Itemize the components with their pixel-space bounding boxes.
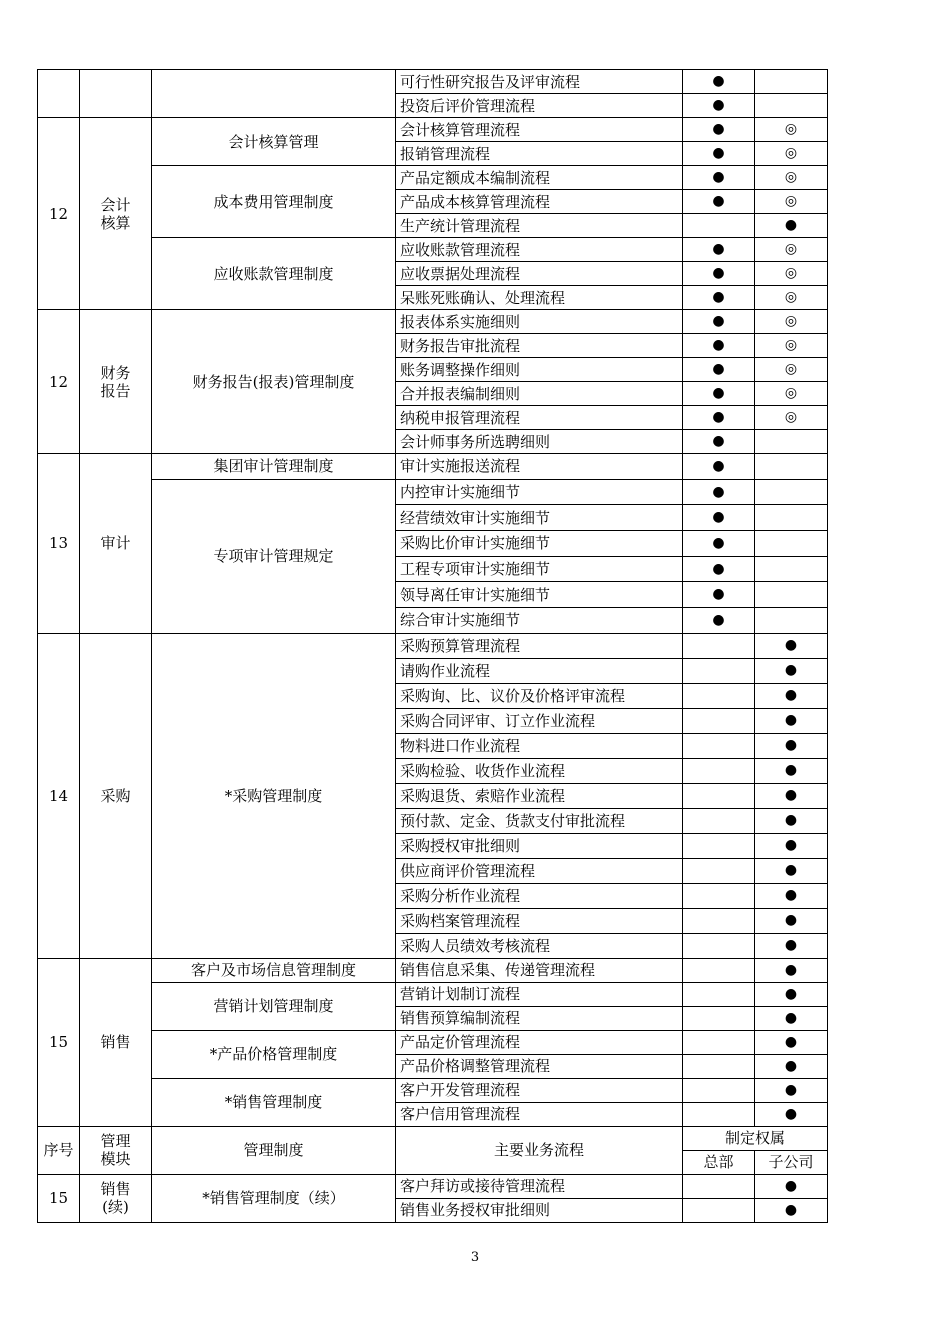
process-cell: 物料进口作业流程 [396, 733, 683, 758]
process-cell: 账务调整操作细则 [396, 358, 683, 382]
hq-mark-cell [683, 958, 755, 982]
header-module-text: 管理 模块 [100, 1132, 131, 1169]
header-hq: 总部 [683, 1150, 755, 1174]
process-cell: 合并报表编制细则 [396, 382, 683, 406]
process-cell: 投资后评价管理流程 [396, 94, 683, 118]
hq-mark-cell: ● [683, 505, 755, 531]
hq-mark-cell: ● [683, 454, 755, 480]
process-cell: 产品成本核算管理流程 [396, 190, 683, 214]
sub-mark-cell: ● [755, 733, 828, 758]
header-row [38, 1126, 828, 1150]
system-cell: 集团审计管理制度 [152, 454, 396, 480]
sub-mark-cell: ◎ [755, 142, 828, 166]
sub-mark-cell: ◎ [755, 262, 828, 286]
sub-mark-cell [755, 556, 828, 582]
process-cell: 财务报告审批流程 [396, 334, 683, 358]
process-cell: 生产统计管理流程 [396, 214, 683, 238]
process-cell: 产品定价管理流程 [396, 1030, 683, 1054]
system-cell: 营销计划管理制度 [152, 982, 396, 1030]
system-cell: 成本费用管理制度 [152, 166, 396, 238]
seq-cell [38, 70, 80, 118]
process-cell: 销售预算编制流程 [396, 1006, 683, 1030]
hq-mark-cell [683, 708, 755, 733]
process-cell: 营销计划制订流程 [396, 982, 683, 1006]
hq-mark-cell: ● [683, 310, 755, 334]
process-cell: 客户开发管理流程 [396, 1078, 683, 1102]
system-cell: 财务报告(报表)管理制度 [152, 310, 396, 454]
process-table [37, 69, 828, 1223]
seq-cell: 13 [38, 454, 80, 634]
sub-mark-cell: ● [755, 833, 828, 858]
seq-cell: 12 [38, 310, 80, 454]
sub-mark-cell: ● [755, 958, 828, 982]
hq-mark-cell [683, 1198, 755, 1222]
process-cell: 采购预算管理流程 [396, 633, 683, 658]
hq-mark-cell [683, 758, 755, 783]
hq-mark-cell [683, 733, 755, 758]
hq-mark-cell: ● [683, 556, 755, 582]
sub-mark-cell: ◎ [755, 358, 828, 382]
process-cell: 产品价格调整管理流程 [396, 1054, 683, 1078]
sub-mark-cell: ● [755, 933, 828, 958]
header-system: 管理制度 [152, 1126, 396, 1174]
process-cell: 销售业务授权审批细则 [396, 1198, 683, 1222]
hq-mark-cell: ● [683, 531, 755, 557]
hq-mark-cell: ● [683, 94, 755, 118]
process-cell: 纳税申报管理流程 [396, 406, 683, 430]
sub-mark-cell: ● [755, 883, 828, 908]
sub-mark-cell: ● [755, 708, 828, 733]
header-sub: 子公司 [755, 1150, 828, 1174]
sub-mark-cell: ● [755, 214, 828, 238]
hq-mark-cell: ● [683, 430, 755, 454]
table-row [38, 70, 828, 94]
process-cell: 采购分析作业流程 [396, 883, 683, 908]
hq-mark-cell: ● [683, 190, 755, 214]
hq-mark-cell [683, 214, 755, 238]
sub-mark-cell: ◎ [755, 310, 828, 334]
process-cell: 审计实施报送流程 [396, 454, 683, 480]
hq-mark-cell [683, 1054, 755, 1078]
hq-mark-cell: ● [683, 582, 755, 608]
sub-mark-cell [755, 70, 828, 94]
hq-mark-cell [683, 1030, 755, 1054]
sub-mark-cell [755, 531, 828, 557]
hq-mark-cell: ● [683, 142, 755, 166]
sub-mark-cell [755, 430, 828, 454]
table-row [38, 958, 828, 982]
process-cell: 采购合同评审、订立作业流程 [396, 708, 683, 733]
process-cell: 客户信用管理流程 [396, 1102, 683, 1126]
seq-cell: 14 [38, 633, 80, 958]
process-cell: 工程专项审计实施细节 [396, 556, 683, 582]
module-cell: 会计 核算 [80, 118, 152, 310]
process-cell: 预付款、定金、货款支付审批流程 [396, 808, 683, 833]
sub-mark-cell: ◎ [755, 406, 828, 430]
sub-mark-cell: ● [755, 658, 828, 683]
header-seq: 序号 [38, 1126, 80, 1174]
process-cell: 会计核算管理流程 [396, 118, 683, 142]
table-row [38, 479, 828, 505]
table-row [38, 454, 828, 480]
hq-mark-cell [683, 683, 755, 708]
process-cell: 采购人员绩效考核流程 [396, 933, 683, 958]
table-body-continued [38, 1174, 828, 1222]
system-cell: *采购管理制度 [152, 633, 396, 958]
process-cell: 综合审计实施细节 [396, 608, 683, 634]
process-cell: 领导离任审计实施细节 [396, 582, 683, 608]
table-row [38, 633, 828, 658]
sub-mark-cell: ● [755, 1078, 828, 1102]
hq-mark-cell [683, 633, 755, 658]
table-row [38, 1030, 828, 1054]
process-cell: 呆账死账确认、处理流程 [396, 286, 683, 310]
hq-mark-cell [683, 1102, 755, 1126]
process-cell: 可行性研究报告及评审流程 [396, 70, 683, 94]
process-cell: 应收票据处理流程 [396, 262, 683, 286]
sub-mark-cell: ◎ [755, 190, 828, 214]
seq-cell: 15 [38, 958, 80, 1126]
sub-mark-cell [755, 608, 828, 634]
table-row [38, 982, 828, 1006]
hq-mark-cell: ● [683, 166, 755, 190]
table-row [38, 310, 828, 334]
process-cell: 请购作业流程 [396, 658, 683, 683]
process-cell: 采购退货、索赔作业流程 [396, 783, 683, 808]
process-cell: 应收账款管理流程 [396, 238, 683, 262]
sub-mark-cell [755, 94, 828, 118]
process-cell: 采购询、比、议价及价格评审流程 [396, 683, 683, 708]
sub-mark-cell [755, 479, 828, 505]
sub-mark-cell: ● [755, 783, 828, 808]
sub-mark-cell: ● [755, 908, 828, 933]
hq-mark-cell [683, 658, 755, 683]
table-row [38, 166, 828, 190]
module-cell: 采购 [80, 633, 152, 958]
hq-mark-cell: ● [683, 358, 755, 382]
hq-mark-cell: ● [683, 479, 755, 505]
table-row [38, 1174, 828, 1198]
seq-cell: 12 [38, 118, 80, 310]
hq-mark-cell: ● [683, 238, 755, 262]
system-cell: 会计核算管理 [152, 118, 396, 166]
sub-mark-cell: ● [755, 1006, 828, 1030]
sub-mark-cell: ◎ [755, 334, 828, 358]
process-cell: 内控审计实施细节 [396, 479, 683, 505]
process-cell: 销售信息采集、传递管理流程 [396, 958, 683, 982]
hq-mark-cell [683, 1078, 755, 1102]
sub-mark-cell: ◎ [755, 286, 828, 310]
header-authority: 制定权属 [683, 1126, 828, 1150]
hq-mark-cell [683, 833, 755, 858]
sub-mark-cell: ● [755, 633, 828, 658]
sub-mark-cell: ● [755, 808, 828, 833]
hq-mark-cell [683, 982, 755, 1006]
table-row [38, 1078, 828, 1102]
module-cell: 销售 [80, 958, 152, 1126]
table-header [38, 1126, 828, 1174]
sub-mark-cell: ◎ [755, 166, 828, 190]
module-cell: 审计 [80, 454, 152, 634]
sub-mark-cell: ● [755, 1198, 828, 1222]
table-row [38, 118, 828, 142]
sub-mark-cell: ◎ [755, 238, 828, 262]
hq-mark-cell [683, 858, 755, 883]
hq-mark-cell: ● [683, 608, 755, 634]
process-cell: 经营绩效审计实施细节 [396, 505, 683, 531]
hq-mark-cell: ● [683, 406, 755, 430]
sub-mark-cell [755, 454, 828, 480]
process-cell: 采购比价审计实施细节 [396, 531, 683, 557]
process-cell: 采购授权审批细则 [396, 833, 683, 858]
sub-mark-cell: ● [755, 1054, 828, 1078]
sub-mark-cell: ● [755, 1030, 828, 1054]
seq-cell: 15 [38, 1174, 80, 1222]
sub-mark-cell: ● [755, 982, 828, 1006]
sub-mark-cell: ● [755, 858, 828, 883]
sub-mark-cell: ◎ [755, 382, 828, 406]
sub-mark-cell: ● [755, 683, 828, 708]
module-cell: 财务 报告 [80, 310, 152, 454]
process-cell: 报销管理流程 [396, 142, 683, 166]
hq-mark-cell: ● [683, 382, 755, 406]
system-cell: 专项审计管理规定 [152, 479, 396, 633]
sub-mark-cell [755, 505, 828, 531]
system-cell [152, 70, 396, 118]
process-cell: 采购检验、收货作业流程 [396, 758, 683, 783]
header-module [80, 1126, 152, 1174]
process-cell: 报表体系实施细则 [396, 310, 683, 334]
sub-mark-cell: ● [755, 1174, 828, 1198]
system-cell: 客户及市场信息管理制度 [152, 958, 396, 982]
sub-mark-cell: ● [755, 1102, 828, 1126]
system-cell: *产品价格管理制度 [152, 1030, 396, 1078]
hq-mark-cell [683, 808, 755, 833]
sub-mark-cell: ● [755, 758, 828, 783]
hq-mark-cell [683, 933, 755, 958]
hq-mark-cell: ● [683, 70, 755, 94]
hq-mark-cell: ● [683, 118, 755, 142]
process-cell: 会计师事务所选聘细则 [396, 430, 683, 454]
system-cell: *销售管理制度 [152, 1078, 396, 1126]
hq-mark-cell: ● [683, 286, 755, 310]
module-cell: 销售 (续) [80, 1174, 152, 1222]
table-body [38, 70, 828, 1127]
process-cell: 采购档案管理流程 [396, 908, 683, 933]
module-cell [80, 70, 152, 118]
hq-mark-cell [683, 783, 755, 808]
process-cell: 客户拜访或接待管理流程 [396, 1174, 683, 1198]
hq-mark-cell [683, 908, 755, 933]
hq-mark-cell [683, 1006, 755, 1030]
process-cell: 供应商评价管理流程 [396, 858, 683, 883]
sub-mark-cell: ◎ [755, 118, 828, 142]
hq-mark-cell: ● [683, 262, 755, 286]
system-cell: 应收账款管理制度 [152, 238, 396, 310]
sub-mark-cell [755, 582, 828, 608]
hq-mark-cell: ● [683, 334, 755, 358]
hq-mark-cell [683, 1174, 755, 1198]
process-cell: 产品定额成本编制流程 [396, 166, 683, 190]
system-cell: *销售管理制度（续） [152, 1174, 396, 1222]
table-row [38, 238, 828, 262]
header-process: 主要业务流程 [396, 1126, 683, 1174]
hq-mark-cell [683, 883, 755, 908]
page-number: 3 [470, 1250, 480, 1265]
